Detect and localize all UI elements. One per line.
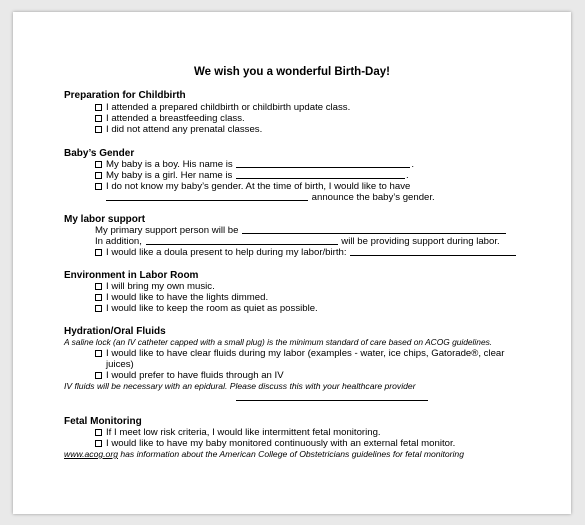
checkbox[interactable] [95,172,102,179]
section-heading-preparation: Preparation for Childbirth [64,90,186,101]
announce-line: announce the baby’s gender. [105,192,435,203]
list-item: I did not attend any prenatal classes. [95,124,262,135]
primary-support-field[interactable] [242,225,506,234]
list-item: I attended a breastfeeding class. [95,113,245,124]
boy-name-field[interactable] [236,159,410,168]
checkbox[interactable] [95,305,102,312]
section-heading-fetal: Fetal Monitoring [64,416,142,427]
list-item: I will bring my own music. [95,281,215,292]
list-item: If I meet low risk criteria, I would like intermittent fetal monitoring. [95,427,381,438]
list-item: I would like to have the lights dimmed. [95,292,268,303]
doula-name-field[interactable] [350,247,516,256]
support-primary-line: My primary support person will be [95,225,507,236]
checkbox[interactable] [95,440,102,447]
list-item: My baby is a girl. Her name is . [95,170,409,181]
checkbox[interactable] [95,249,102,256]
page-title: We wish you a wonderful Birth-Day! [194,66,390,78]
acog-reference: www.acog.org has information about the American College of Obstetricians guidelines for fetal monitoring [64,449,464,459]
checkbox[interactable] [95,294,102,301]
section-heading-environment: Environment in Labor Room [64,270,199,281]
acog-link[interactable]: www.acog.org [64,449,118,459]
checkbox[interactable] [95,104,102,111]
list-item: I would like to have clear fluids during my labor (examples - water, ice chips, Gatorade®, clear [95,348,504,359]
girl-name-field[interactable] [236,170,405,179]
list-item: I would like to have my baby monitored continuously with an external fetal monitor. [95,438,455,449]
section-heading-hydration: Hydration/Oral Fluids [64,326,166,337]
list-item: I do not know my baby’s gender. At the time of birth, I would like to have [95,181,410,192]
checkbox[interactable] [95,115,102,122]
hydration-notes-field[interactable] [236,392,428,401]
support-addition-line: In addition, will be providing support during labor. [95,236,500,247]
checkbox[interactable] [95,283,102,290]
hydration-notes-line [235,392,429,403]
epidural-note: IV fluids will be necessary with an epidural. Please discuss this with your healthcare provider [64,381,416,391]
clear-fluids-continuation: juices) [106,359,134,370]
list-item: I would like to keep the room as quiet as possible. [95,303,318,314]
additional-support-field[interactable] [146,236,338,245]
list-item: My baby is a boy. His name is . [95,159,414,170]
checkbox[interactable] [95,183,102,190]
list-item: I attended a prepared childbirth or childbirth update class. [95,102,350,113]
list-item: I would like a doula present to help during my labor/birth: [95,247,517,258]
birth-plan-page [13,12,571,514]
checkbox[interactable] [95,126,102,133]
checkbox[interactable] [95,350,102,357]
announcer-name-field[interactable] [106,192,308,201]
list-item: I would prefer to have fluids through an IV [95,370,284,381]
checkbox[interactable] [95,372,102,379]
section-heading-support: My labor support [64,214,146,225]
checkbox[interactable] [95,429,102,436]
saline-lock-note: A saline lock (an IV catheter capped with a small plug) is the minimum standard of care based on ACOG guidelines. [64,337,493,347]
checkbox[interactable] [95,161,102,168]
section-heading-gender: Baby’s Gender [64,148,135,159]
